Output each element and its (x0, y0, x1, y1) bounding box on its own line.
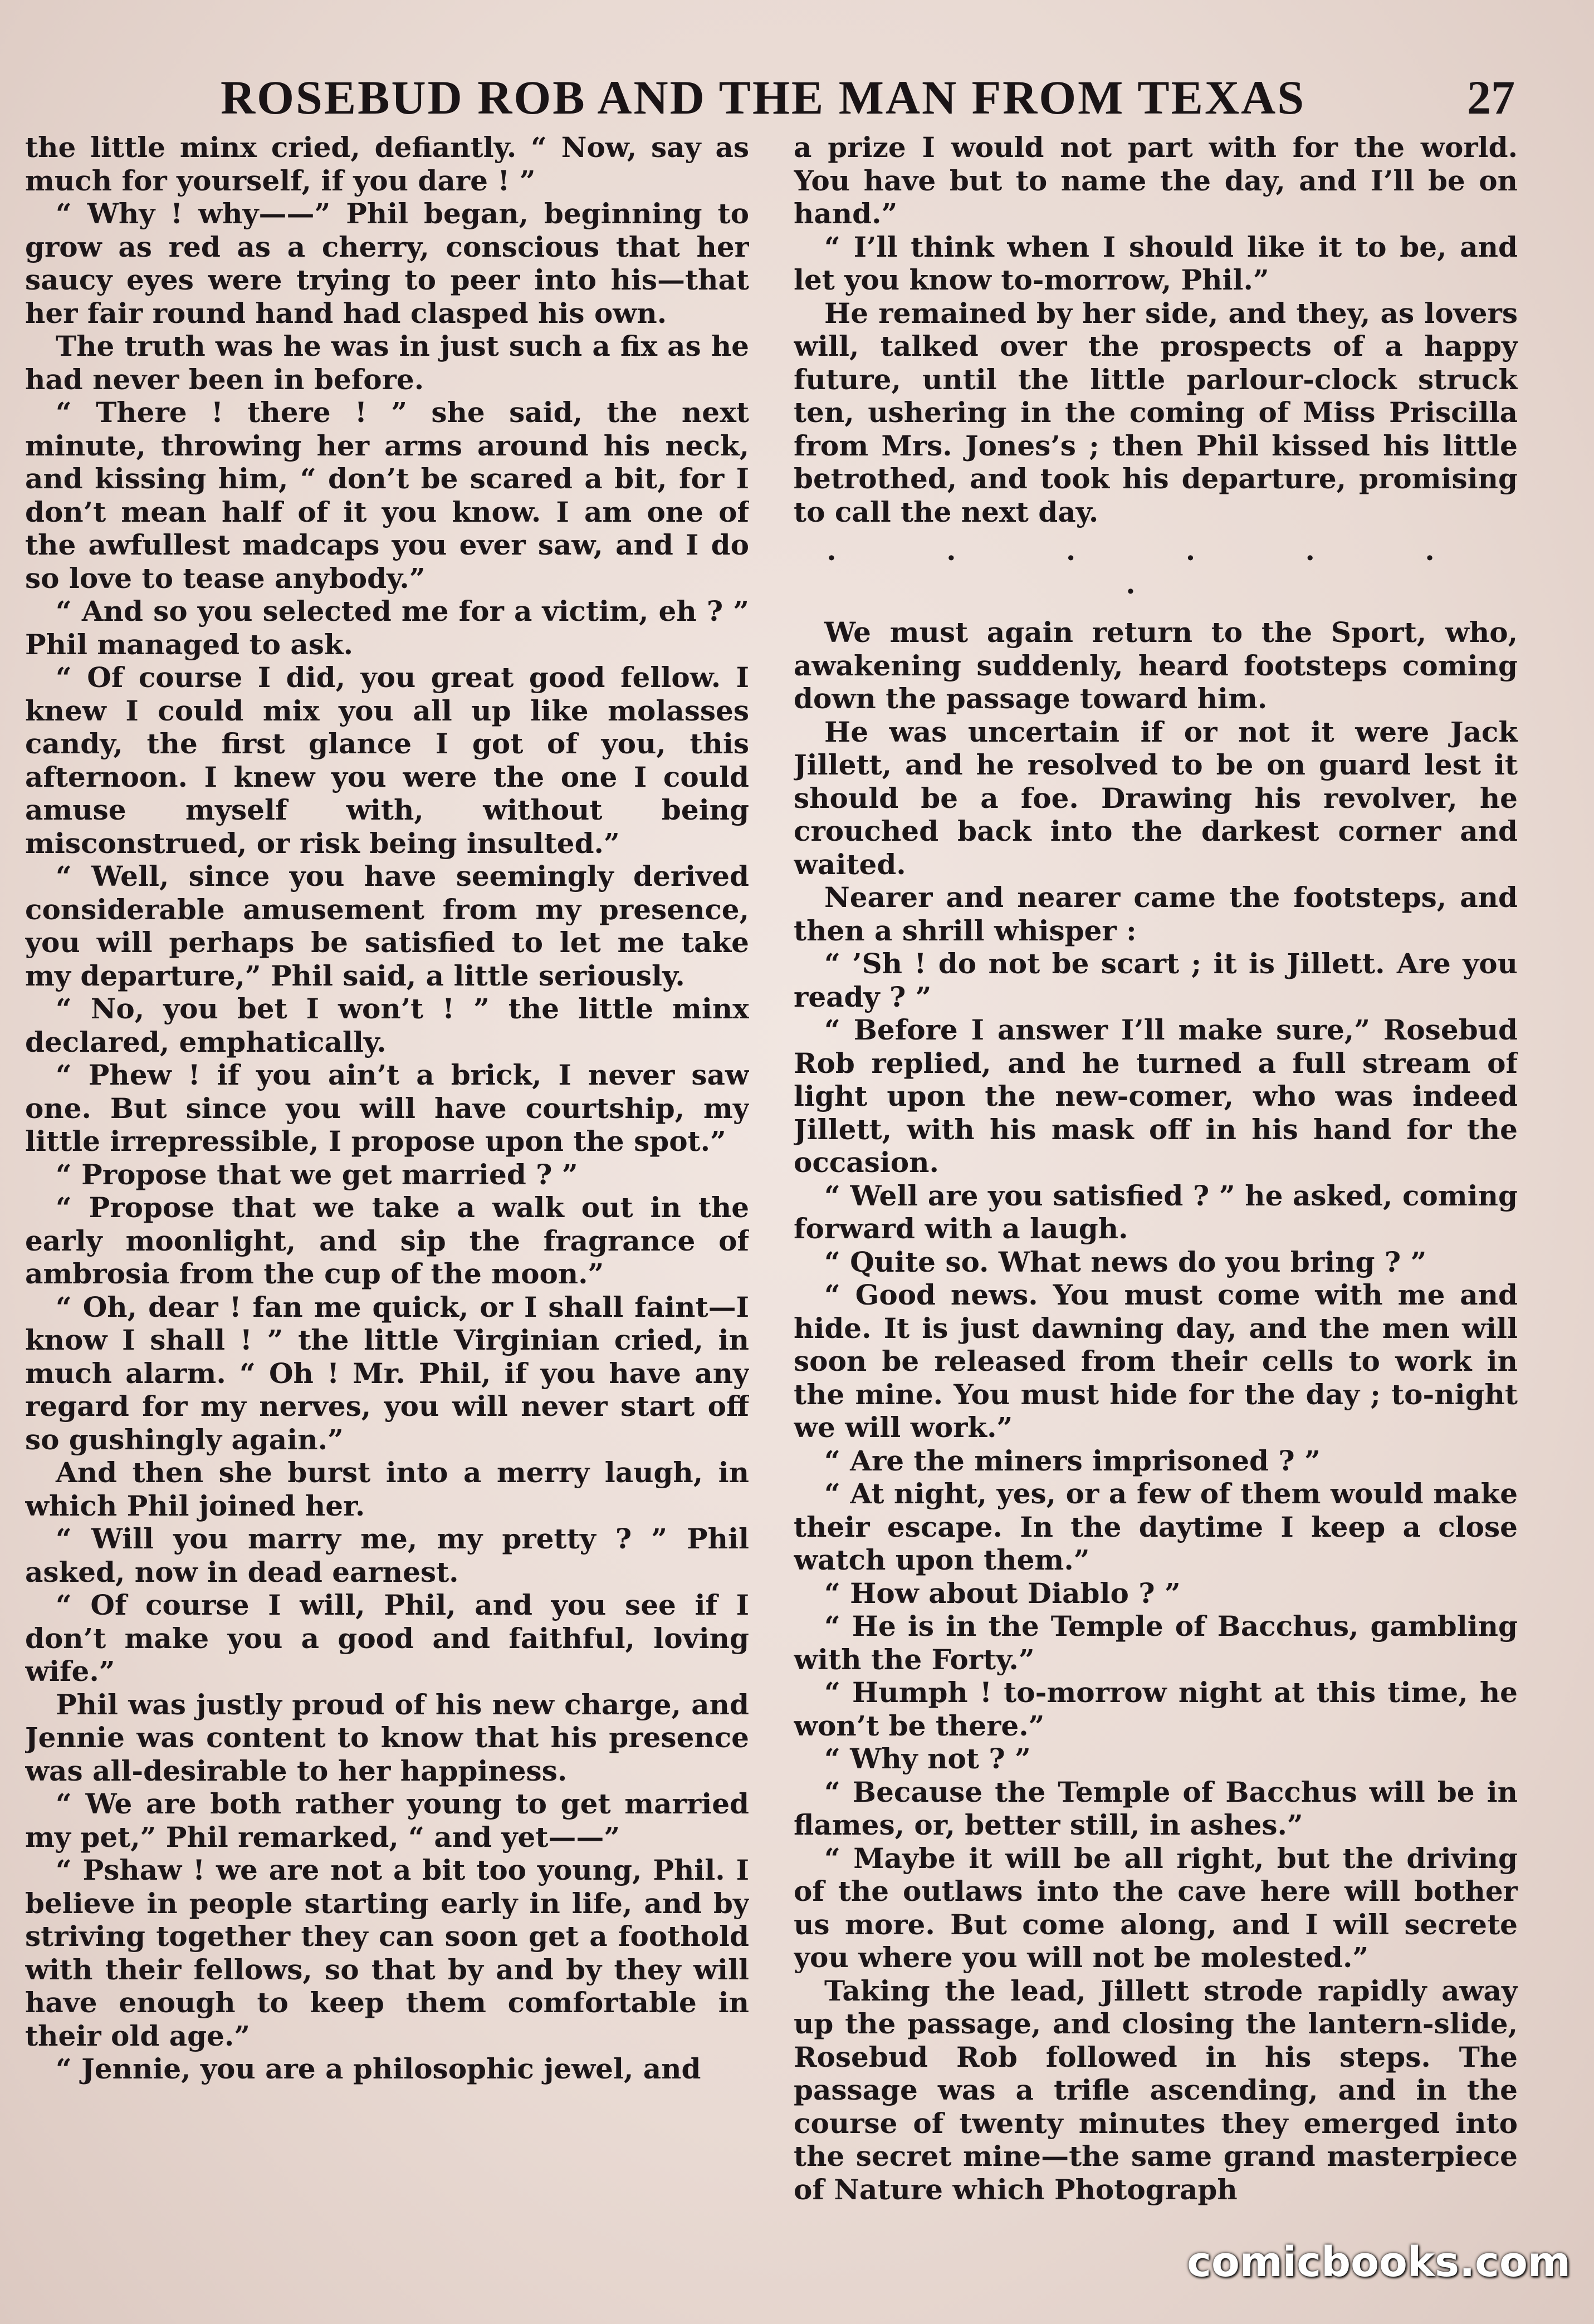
paragraph: “ Propose that we take a walk out in the early moonlight, and sip the fragrance of ambrosia from the cup of the moon.” (25, 1191, 749, 1290)
paragraph: “ Of course I did, you great good fellow. I knew I could mix you all up like molasses candy, the first glance I got of you, this afternoon. I knew you were the one I could amuse myself with, without being misconstrued, or risk being insulted.” (25, 661, 749, 860)
paragraph: “ How about Diablo ? ” (824, 1576, 1181, 1610)
paragraph: “ Propose that we get married ? ” (56, 1158, 578, 1191)
paragraph: “ Jennie, you are a philosophic jewel, and (56, 2052, 701, 2085)
paragraph: “ At night, yes, or a few of them would make their escape. In the daytime I keep a close watch upon them.” (794, 1477, 1518, 1576)
paragraph: “ Maybe it will be all right, but the driving of the outlaws into the cave here will bother us more. But come along, and I will secrete you where you will not be molested.” (794, 1841, 1518, 1974)
page-header (0, 67, 1594, 128)
paragraph: “ ’Sh ! do not be scart ; it is Jillett. Are you ready ? ” (794, 947, 1518, 1013)
paragraph: The truth was he was in just such a fix as he had never been in before. (25, 330, 749, 396)
paragraph: “ Pshaw ! we are not a bit too young, Phil. I believe in people starting early in life, and by striving together they can soon get a foothold with their fellows, so that by and by they will have enough to keep them comfortable in their old age.” (25, 1854, 749, 2052)
paragraph: the little minx cried, defiantly. “ Now, say as much for yourself, if you dare ! ” (25, 131, 749, 197)
site-watermark: comicbooks.com (1187, 2238, 1571, 2286)
paragraph: “ Good news. You must come with me and hide. It is just dawning day, and the men will soon be released from their cells to work in the mine. You must hide for the day ; to-night we will work.” (794, 1278, 1518, 1444)
paragraph: “ He is in the Temple of Bacchus, gambling with the Forty.” (794, 1610, 1518, 1676)
paragraph: And then she burst into a merry laugh, in which Phil joined her. (25, 1456, 749, 1522)
paragraph: a prize I would not part with for the world. You have but to name the day, and I’ll be on hand.” (794, 131, 1518, 230)
paragraph: “ Will you marry me, my pretty ? ” Phil asked, now in dead earnest. (25, 1522, 749, 1588)
running-title: ROSEBUD ROB AND THE MAN FROM TEXAS (220, 71, 1306, 124)
paragraph: “ Are the miners imprisoned ? ” (824, 1444, 1321, 1477)
paragraph: We must again return to the Sport, who, awakening suddenly, heard footsteps coming down the passage toward him. (794, 616, 1518, 715)
paragraph: “ Before I answer I’ll make sure,” Rosebud Rob replied, and he turned a full stream of light upon the new-comer, who was indeed Jillett, with his mask off in his hand for the occasion. (794, 1013, 1518, 1179)
paragraph: He remained by her side, and they, as lovers will, talked over the prospects of a happy future, until the little parlour-clock struck ten, ushering in the coming of Miss Priscilla from Mrs. Jones’s ; then Phil kissed his little betrothed, and took his departure, promising to call the next day. (794, 296, 1518, 528)
paragraph: “ Quite so. What news do you bring ? ” (824, 1245, 1427, 1278)
paragraph: “ We are both rather young to get married my pet,” Phil remarked, “ and yet——” (25, 1787, 749, 1854)
paragraph: Nearer and nearer came the footsteps, and then a shrill whisper : (794, 881, 1518, 947)
paragraph: Phil was justly proud of his new charge, and Jennie was content to know that his presence was all-desirable to her happiness. (25, 1688, 749, 1787)
paragraph: “ Why not ? ” (824, 1742, 1031, 1775)
paragraph: “ No, you bet I won’t ! ” the little minx declared, emphatically. (25, 992, 749, 1058)
right-column (794, 131, 1518, 2247)
left-column (25, 131, 749, 2247)
paragraph: He was uncertain if or not it were Jack Jillett, and he resolved to be on guard lest it should be a foe. Drawing his revolver, he crouched back into the darkest corner and waited. (794, 715, 1518, 881)
paragraph: “ And so you selected me for a victim, eh ? ” Phil managed to ask. (25, 595, 749, 661)
paragraph: Taking the lead, Jillett strode rapidly away up the passage, and closing the lantern-slide, Rosebud Rob followed in his steps. The passage was a trifle ascending, and in the course of twenty minutes they emerged into the secret mine—the same grand masterpiece of Nature which Photograph (794, 1974, 1518, 2206)
paragraph: “ Why ! why——” Phil began, beginning to grow as red as a cherry, conscious that her saucy eyes were trying to peer into his—that her fair round hand had clasped his own. (25, 197, 749, 330)
paragraph: “ Well are you satisfied ? ” he asked, coming forward with a laugh. (794, 1179, 1518, 1245)
paragraph: “ I’ll think when I should like it to be, and let you know to-morrow, Phil.” (794, 230, 1518, 296)
section-break: . . . . . . . (827, 534, 1485, 600)
paragraph: “ Phew ! if you ain’t a brick, I never saw one. But since you will have courtship, my little irrepressible, I propose upon the spot.” (25, 1058, 749, 1158)
paragraph: “ Oh, dear ! fan me quick, or I shall faint—I know I shall ! ” the little Virginian cried, in much alarm. “ Oh ! Mr. Phil, if you have any regard for my nerves, you will never start off so gushingly again.” (25, 1290, 749, 1456)
paragraph: “ Humph ! to-morrow night at this time, he won’t be there.” (794, 1676, 1518, 1742)
page-number: 27 (1467, 71, 1515, 124)
paragraph: “ Of course I will, Phil, and you see if I don’t make you a good and faithful, loving wife.” (25, 1588, 749, 1688)
paragraph: “ Because the Temple of Bacchus will be in flames, or, better still, in ashes.” (794, 1775, 1518, 1841)
paragraph: “ There ! there ! ” she said, the next minute, throwing her arms around his neck, and kissing him, “ don’t be scared a bit, for I don’t mean half of it you know. I am one of the awfullest madcaps you ever saw, and I do so love to tease anybody.” (25, 396, 749, 595)
paragraph: “ Well, since you have seemingly derived considerable amusement from my presence, you will perhaps be satisfied to let me take my departure,” Phil said, a little seriously. (25, 860, 749, 992)
